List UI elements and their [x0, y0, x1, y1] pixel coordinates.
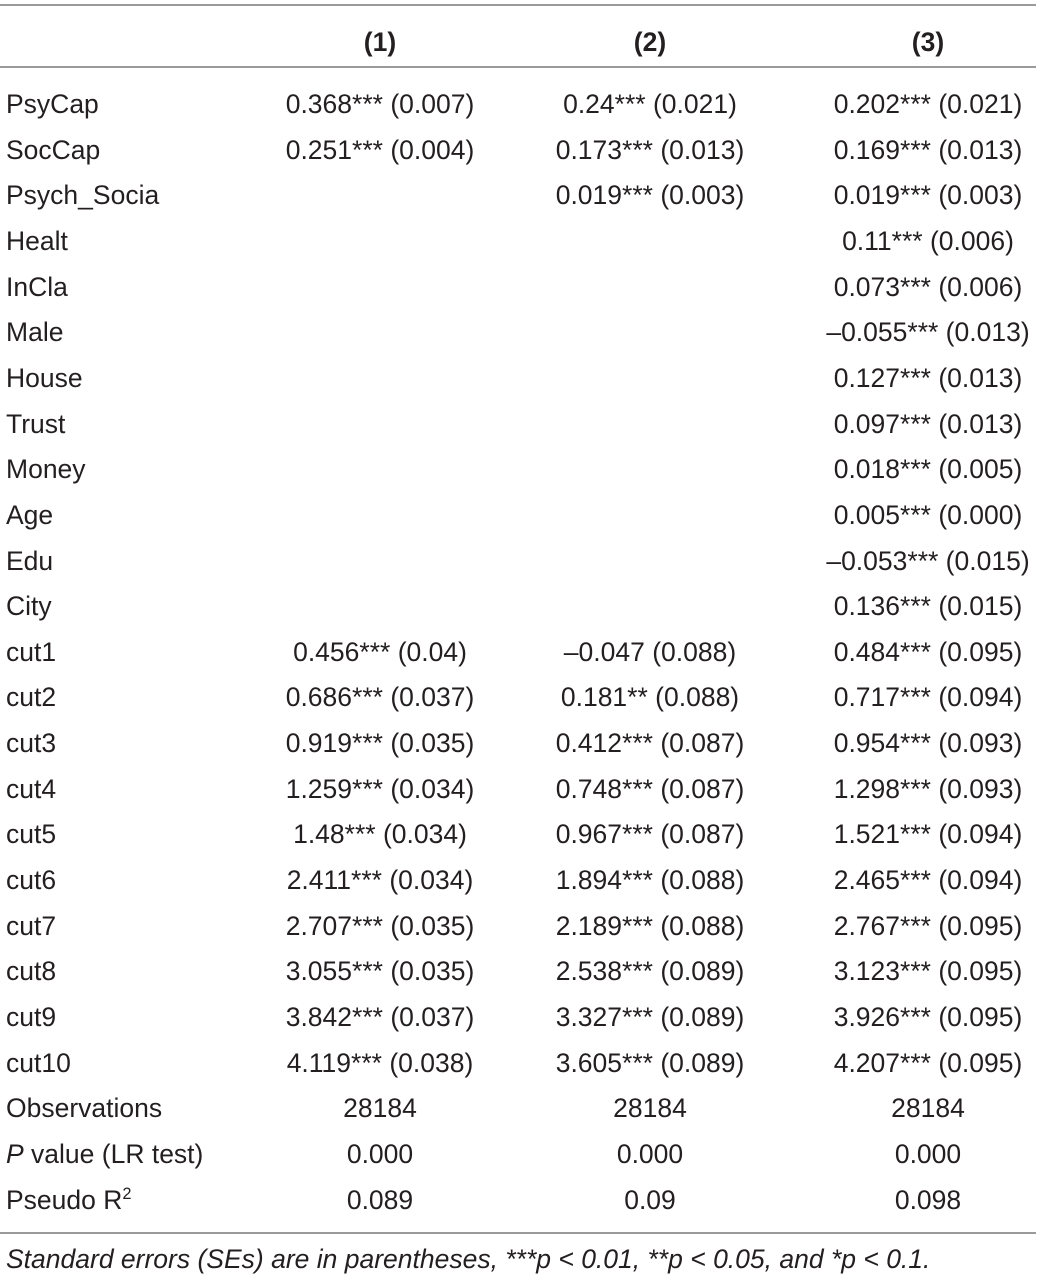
cell-model-1: [240, 172, 520, 218]
cell-model-3: –0.055*** (0.013): [826, 317, 1030, 348]
cell-model-3: 0.11*** (0.006): [842, 225, 1014, 256]
row-label: cut8: [6, 956, 57, 987]
cell-model-2: 0.09: [624, 1184, 676, 1215]
cell-model-1: 4.119*** (0.038): [286, 1047, 474, 1078]
table-row: [0, 674, 1036, 720]
row-label: Edu: [6, 545, 54, 576]
cell-model-1: [240, 401, 520, 447]
cell-model-2: [510, 309, 790, 355]
cell-model-1: 0.686*** (0.037): [285, 682, 475, 713]
header-cell-3: (3): [911, 27, 945, 57]
table-row: [0, 1131, 1036, 1177]
cell-model-2: [510, 538, 790, 584]
table-row: [0, 766, 1036, 812]
cell-model-2: 0.019*** (0.003): [555, 180, 745, 211]
row-label: Observations: [6, 1093, 163, 1124]
cell-model-2: [510, 446, 790, 492]
row-label: Money: [6, 454, 86, 485]
cell-model-2: 0.412*** (0.087): [555, 728, 745, 759]
cell-model-2: [510, 355, 790, 401]
table-row: [0, 172, 1036, 218]
header-row: [0, 19, 1036, 65]
table-row: [0, 903, 1036, 949]
cell-model-2: 0.173*** (0.013): [555, 134, 745, 165]
header-rule: [0, 66, 1036, 68]
cell-model-2: 3.605*** (0.089): [555, 1047, 745, 1078]
row-label: cut2: [6, 682, 57, 713]
row-label-rest: value (LR test): [23, 1138, 204, 1169]
cell-model-3: 0.954*** (0.093): [833, 728, 1023, 759]
table-row: [0, 857, 1036, 903]
row-label: PsyCap: [6, 89, 99, 119]
cell-model-2: 1.894*** (0.088): [555, 865, 745, 896]
row-label: SocCap: [6, 134, 101, 165]
table-row: [0, 994, 1036, 1040]
bottom-rule: [0, 1232, 1036, 1234]
row-label: Age: [6, 499, 54, 530]
cell-model-3: 0.073*** (0.006): [833, 271, 1023, 302]
table-row: [0, 355, 1036, 401]
row-label: City: [6, 591, 52, 622]
cell-model-2: [510, 583, 790, 629]
row-label: Healt: [6, 225, 68, 256]
cell-model-1: [240, 583, 520, 629]
table-row: [0, 264, 1036, 310]
row-label: Trust: [6, 408, 66, 439]
table-row: [0, 948, 1036, 994]
cell-model-3: 4.207*** (0.095): [833, 1047, 1023, 1078]
cell-model-3: 1.521*** (0.094): [833, 819, 1023, 850]
cell-model-3: 0.717*** (0.094): [833, 682, 1023, 713]
header-cell-1: (1): [363, 27, 397, 57]
top-rule: [0, 4, 1036, 6]
cell-model-3: 0.005*** (0.000): [833, 499, 1023, 530]
cell-model-2: 0.181** (0.088): [560, 682, 740, 713]
cell-model-3: 0.169*** (0.013): [833, 134, 1023, 165]
row-label: [6, 1177, 132, 1223]
cell-model-3: 1.298*** (0.093): [833, 773, 1023, 804]
cell-model-2: [510, 492, 790, 538]
cell-model-2: [510, 401, 790, 447]
row-label-italic: P: [6, 1138, 24, 1169]
cell-model-1: 28184: [343, 1093, 417, 1124]
cell-model-3: 0.136*** (0.015): [833, 591, 1023, 622]
table-row: [0, 492, 1036, 538]
cell-model-1: 0.089: [346, 1184, 414, 1215]
cell-model-2: 0.24*** (0.021): [563, 89, 737, 119]
cell-model-3: –0.053*** (0.015): [826, 545, 1030, 576]
cell-model-1: 1.259*** (0.034): [285, 773, 475, 804]
cell-model-3: 3.123*** (0.095): [833, 956, 1023, 987]
table-row: [0, 1085, 1036, 1131]
table-row: [0, 309, 1036, 355]
cell-model-1: [240, 264, 520, 310]
row-label: cut4: [6, 773, 57, 804]
table-row: [0, 127, 1036, 173]
cell-model-2: 0.967*** (0.087): [555, 819, 745, 850]
cell-model-1: 3.842*** (0.037): [285, 1002, 475, 1032]
row-label: InCla: [6, 271, 68, 302]
cell-model-1: 0.000: [346, 1138, 414, 1169]
cell-model-3: 0.098: [894, 1184, 962, 1215]
cell-model-1: [240, 492, 520, 538]
cell-model-3: 0.097*** (0.013): [833, 408, 1023, 439]
cell-model-1: 0.368*** (0.007): [285, 89, 475, 119]
cell-model-3: 2.767*** (0.095): [833, 910, 1023, 941]
row-label: cut10: [6, 1047, 71, 1078]
cell-model-2: 0.748*** (0.087): [555, 773, 745, 804]
row-label-main: Pseudo R: [6, 1184, 123, 1215]
cell-model-1: [240, 538, 520, 584]
cell-model-2: 2.538*** (0.089): [555, 956, 745, 987]
cell-model-1: 0.251*** (0.004): [285, 134, 475, 165]
row-label: House: [6, 362, 83, 393]
cell-model-3: 3.926*** (0.095): [833, 1002, 1023, 1032]
cell-model-1: 3.055*** (0.035): [285, 956, 475, 987]
table-row: [0, 81, 1036, 127]
row-label: Male: [6, 317, 64, 348]
header-cell-2: (2): [633, 27, 667, 57]
cell-model-1: [240, 309, 520, 355]
row-label: cut1: [6, 636, 57, 667]
row-label: cut9: [6, 1002, 57, 1032]
cell-model-3: 0.202*** (0.021): [833, 89, 1023, 119]
cell-model-2: –0.047 (0.088): [563, 636, 737, 667]
table-row: [0, 446, 1036, 492]
row-label: cut5: [6, 819, 57, 850]
cell-model-2: [510, 264, 790, 310]
table-row: [0, 811, 1036, 857]
cell-model-3: 0.484*** (0.095): [833, 636, 1023, 667]
row-label: [6, 1131, 203, 1177]
cell-model-3: 0.018*** (0.005): [833, 454, 1023, 485]
table-row: [0, 629, 1036, 675]
row-label-superscript: 2: [122, 1184, 132, 1203]
cell-model-2: 3.327*** (0.089): [555, 1002, 745, 1032]
row-label: cut7: [6, 910, 57, 941]
table-row: [0, 218, 1036, 264]
table-footnote: Standard errors (SEs) are in parentheses, ***p < 0.01, **p < 0.05, and *p < 0.1.: [6, 1244, 931, 1274]
cell-model-3: 28184: [891, 1093, 965, 1124]
cell-model-1: 2.707*** (0.035): [285, 910, 475, 941]
cell-model-1: 0.456*** (0.04): [293, 636, 467, 667]
cell-model-3: 0.127*** (0.013): [833, 362, 1023, 393]
row-label: cut6: [6, 865, 57, 896]
cell-model-2: [510, 218, 790, 264]
cell-model-2: 2.189*** (0.088): [555, 910, 745, 941]
row-label: Psych_Socia: [6, 180, 160, 211]
table-row: [0, 1177, 1036, 1223]
cell-model-1: 2.411*** (0.034): [286, 865, 474, 896]
table-row: [0, 583, 1036, 629]
cell-model-3: 0.000: [894, 1138, 962, 1169]
cell-model-1: 1.48*** (0.034): [293, 819, 467, 850]
cell-model-3: 0.019*** (0.003): [833, 180, 1023, 211]
table-row: [0, 538, 1036, 584]
table-row: [0, 720, 1036, 766]
table-row: [0, 1040, 1036, 1086]
cell-model-2: 0.000: [616, 1138, 684, 1169]
cell-model-3: 2.465*** (0.094): [833, 865, 1023, 896]
cell-model-2: 28184: [613, 1093, 687, 1124]
row-label: cut3: [6, 728, 57, 759]
cell-model-1: [240, 446, 520, 492]
cell-model-1: [240, 218, 520, 264]
cell-model-1: [240, 355, 520, 401]
cell-model-1: 0.919*** (0.035): [285, 728, 475, 759]
table-row: [0, 401, 1036, 447]
